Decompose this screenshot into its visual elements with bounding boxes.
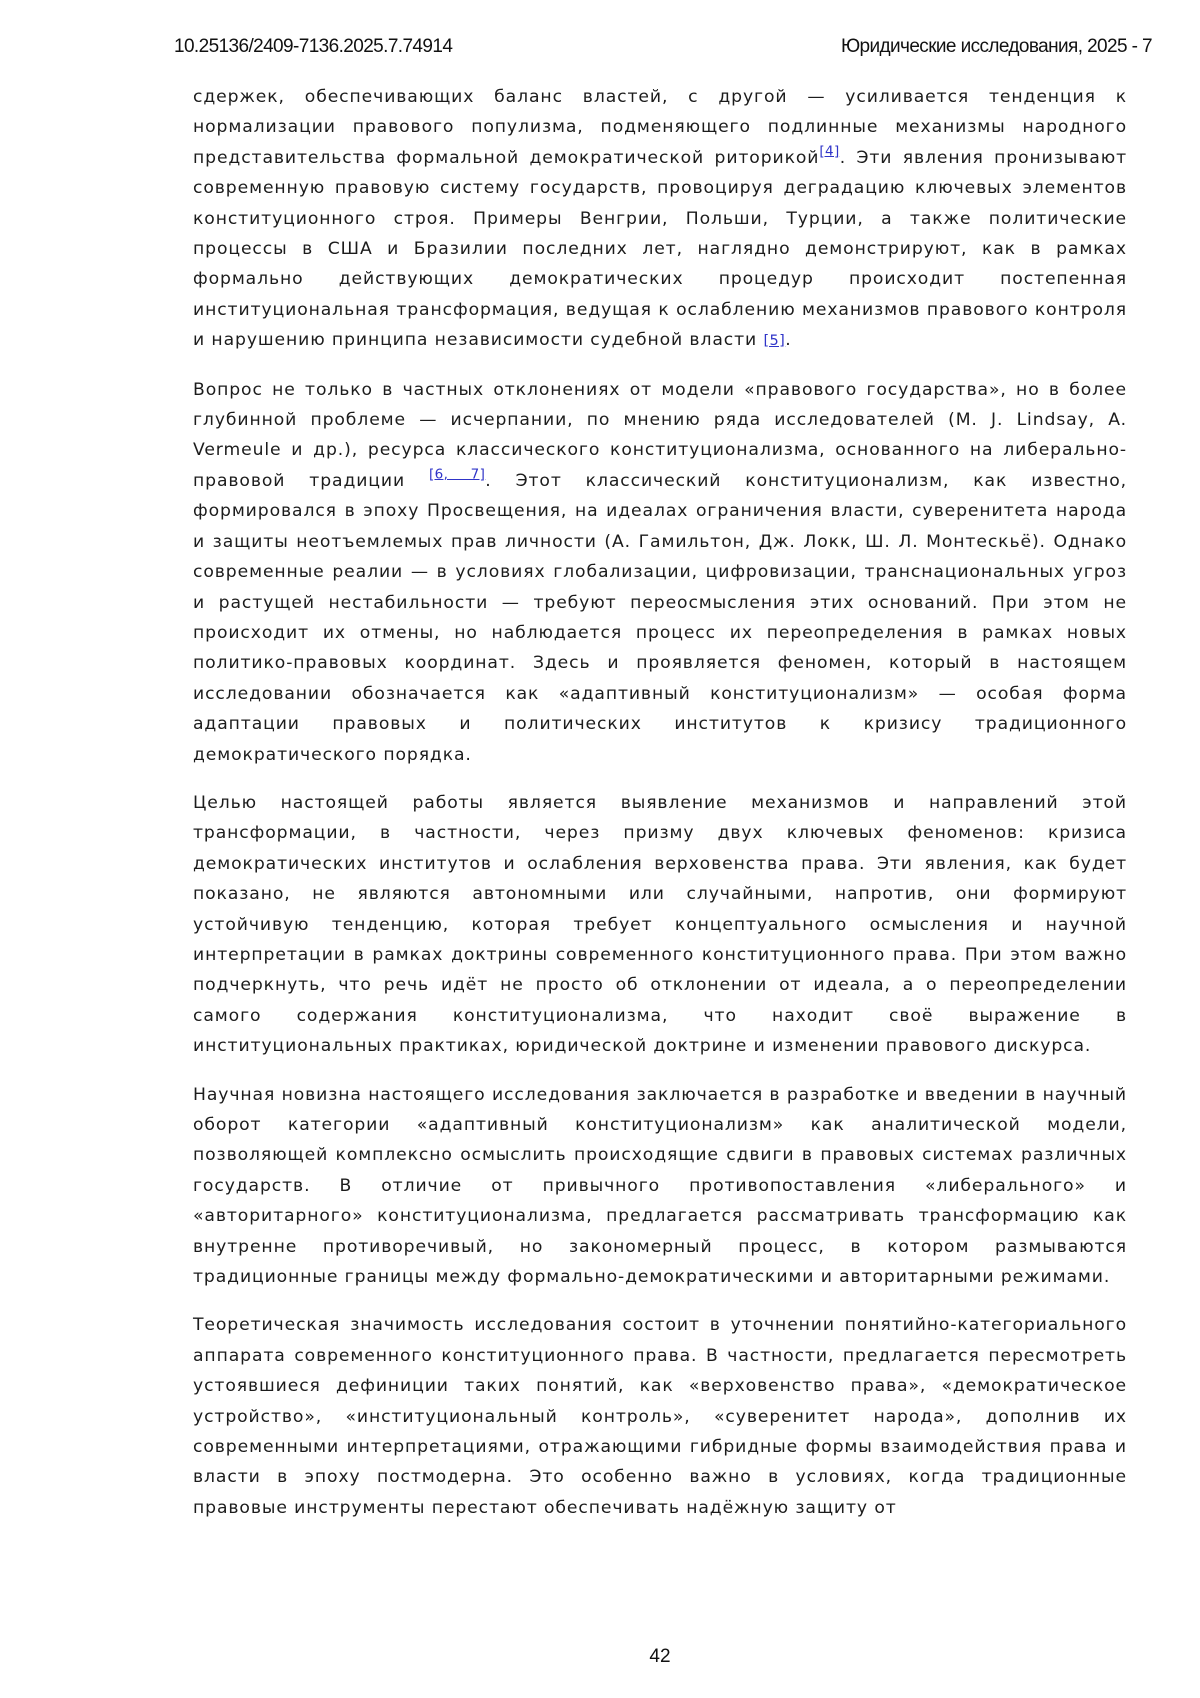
citation-link-4[interactable]: [4]: [819, 143, 840, 160]
citation-link-6-7[interactable]: [6, 7]: [429, 466, 486, 483]
journal-title: Юридические исследования, 2025 - 7: [840, 36, 1152, 57]
paragraph-3: Целью настоящей работы является выявление механизмов и направлений этой трансформации, в частности, через призму двух ключевых феноменов: кризиса демократических институтов и ослабления верховенства права. Эти явления, как будет показано, не являются автономными или случайными, напротив, они формируют устойчивую тенденцию, которая требует концептуального осмысления и научной интерпретации в рамках доктрины современного конституционного права. При этом важно подчеркнуть, что речь идёт не просто об отклонении от идеала, а о переопределении самого содержания конституционализма, что находит своё выражение в институциональных практиках, юридической доктрине и изменении правового дискурса.: [193, 792, 1127, 1057]
paragraph-4: Научная новизна настоящего исследования заключается в разработке и введении в научный оборот категории «адаптивный конституционализм» как аналитической модели, позволяющей комплексно осмыслить происходящие сдвиги в правовых системах различных государств. В отличие от привычного противопоставления «либерального» и «авторитарного» конституционализма, предлагается рассматривать трансформацию как внутренне противоречивый, но закономерный процесс, в котором размываются традиционные границы между формально-демократическими и авторитарными режимами.: [193, 1084, 1127, 1288]
paragraph-1-text-b: . Эти явления пронизывают современную правовую систему государств, провоцируя деградацию ключевых элементов конституционного строя. Примеры Венгрии, Польши, Турции, а также политические процессы в США и Бразилии последних лет, наглядно демонстрируют, как в рамках формально действующих демократических процедур происходит постепенная институциональная трансформация, ведущая к ослаблению механизмов правового контроля и нарушению принципа независимости судебной власти: [193, 147, 1127, 351]
paragraph-1-text-c: .: [785, 330, 792, 351]
paragraph-2-text-b: . Этот классический конституционализм, как известно, формировался в эпоху Просвещения, на идеалах ограничения власти, суверенитета народа и защиты неотъемлемых прав личности (А. Гамильтон, Дж. Локк, Ш. Л. Монтескьё). Однако современные реалии — в условиях глобализации, цифровизации, транснациональных угроз и растущей нестабильности — требуют переосмысления этих оснований. При этом не происходит их отмены, но наблюдается процесс их переопределения в рамках новых политико-правовых координат. Здесь и проявляется феномен, который в настоящем исследовании обозначается как «адаптивный конституционализм» — особая форма адаптации правовых и политических институтов к кризису традиционного демократического порядка.: [193, 470, 1127, 765]
page-number: 42: [649, 1646, 671, 1667]
paragraph-2-text-a: Вопрос не только в частных отклонениях от модели «правового государства», но в более глубинной проблеме — исчерпании, по мнению ряда исследователей (M. J. Lindsay, A. Vermeule и др.), ресурса классического конституционализма, основанного на либерально-правовой традиции: [193, 379, 1127, 491]
paragraph-1-text-a: сдержек, обеспечивающих баланс властей, с другой — усиливается тенденция к нормализации правового популизма, подменяющего подлинные механизмы народного представительства формальной демократической риторикой: [193, 87, 1127, 168]
paragraph-5: Теоретическая значимость исследования состоит в уточнении понятийно-категориального аппарата современного конституционного права. В частности, предлагается пересмотреть устоявшиеся дефиниции таких понятий, как «верховенство права», «демократическое устройство», «институциональный контроль», «суверенитет народа», дополнив их современными интерпретациями, отражающими гибридные формы взаимодействия права и власти в эпоху постмодерна. Это особенно важно в условиях, когда традиционные правовые инструменты перестают обеспечивать надёжную защиту от: [193, 1315, 1127, 1518]
citation-link-5[interactable]: [5]: [763, 333, 786, 350]
doi-label: 10.25136/2409-7136.2025.7.74914: [174, 36, 453, 57]
